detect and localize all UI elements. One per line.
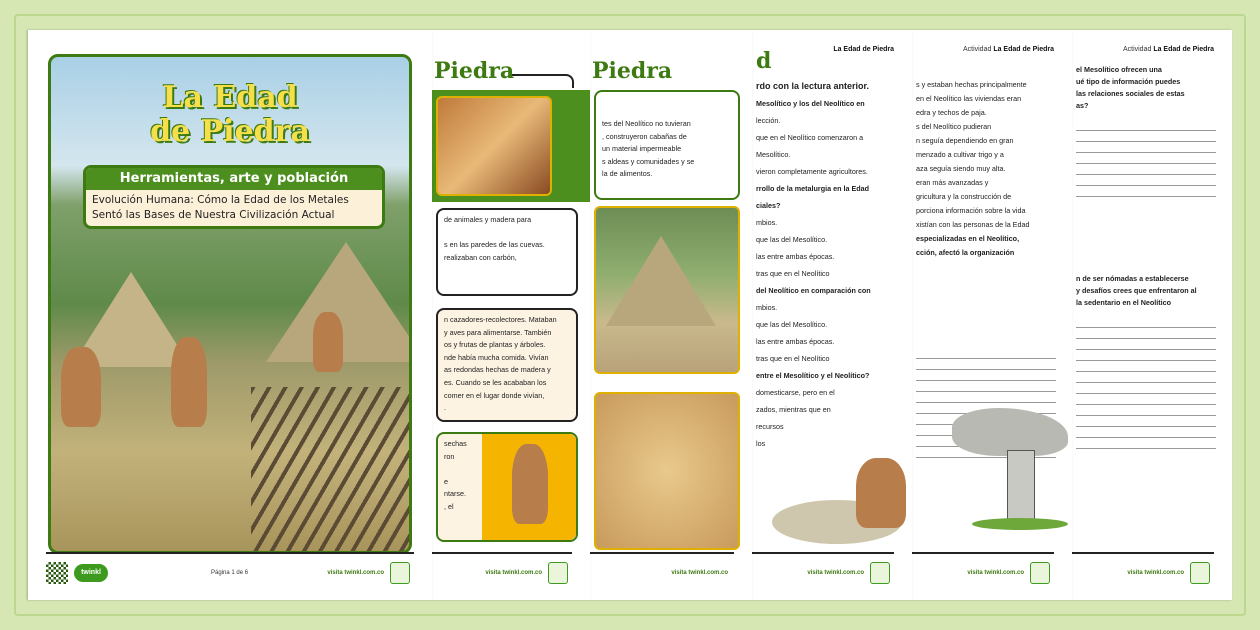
- text-line: xistían con las personas de la Edad: [916, 220, 1030, 229]
- page-header: [833, 46, 894, 53]
- firemaking-image: [482, 434, 576, 540]
- text-line: rrollo de la metalurgia en la Edad: [756, 184, 870, 193]
- answer-line[interactable]: [1076, 438, 1216, 449]
- answer-line[interactable]: [1076, 361, 1216, 372]
- visit-link[interactable]: visita twinkl.com.co: [671, 570, 728, 576]
- text-line: ntarse.: [444, 489, 466, 499]
- page-header: [963, 46, 1054, 53]
- text-line: y desafíos crees que enfrentaron al: [1076, 286, 1197, 295]
- visit-link[interactable]: visita twinkl.com.co: [327, 570, 384, 576]
- text-line: [444, 227, 570, 240]
- footer: [912, 552, 1054, 600]
- answer-line[interactable]: [916, 392, 1056, 403]
- badge-icon: [390, 562, 410, 584]
- footer: [1072, 552, 1214, 600]
- text-line: de animales y madera para: [444, 215, 532, 224]
- text-line: as redondas hechas de madera y: [444, 365, 551, 375]
- text-line: eran más avanzadas y: [916, 178, 989, 187]
- badge-icon: [1030, 562, 1050, 584]
- text-line: es. Cuando se les acababan los: [444, 377, 547, 387]
- text-line: s aldeas y comunidades y se: [602, 156, 695, 166]
- text-line: nde había mucha comida. Vivían: [444, 352, 549, 362]
- text-line: mbios.: [756, 303, 778, 312]
- answer-line[interactable]: [1076, 186, 1216, 197]
- answer-line[interactable]: [1076, 394, 1216, 405]
- text-line: n cazadores-recolectores. Mataban: [444, 315, 557, 324]
- hunter-figure: [171, 337, 207, 427]
- header-prefix: Actividad: [1122, 46, 1152, 53]
- page-heading: Piedra: [592, 58, 673, 84]
- fence-illustration: [251, 387, 411, 554]
- text-line: Mesolítico y los del Neolítico en: [756, 99, 865, 108]
- answer-line[interactable]: [1076, 350, 1216, 361]
- page-5: [912, 30, 1072, 600]
- subtitle-box: [83, 165, 385, 229]
- answer-line[interactable]: [916, 348, 1056, 359]
- text-line: zados, mientras que en: [756, 405, 831, 414]
- text-line: los: [756, 439, 766, 448]
- text-line: del Neolítico en comparación con: [756, 286, 871, 295]
- text-line: la de alimentos.: [602, 169, 653, 179]
- answer-list: [916, 78, 1029, 260]
- text-line: os y frutas de plantas y árboles.: [444, 340, 546, 350]
- text-line: , construyeron cabañas de: [602, 131, 687, 141]
- text-line: lección.: [756, 116, 781, 125]
- text-line: aza seguía siendo muy alta.: [916, 164, 1006, 173]
- page-number: Página 1 de 6: [211, 570, 249, 576]
- text-line: as?: [1076, 101, 1089, 110]
- answer-line[interactable]: [1076, 153, 1216, 164]
- page-3: [590, 30, 752, 600]
- text-line: las relaciones sociales de estas: [1076, 89, 1185, 98]
- text-line: un material impermeable: [602, 144, 682, 154]
- text-line: sechas: [444, 439, 467, 448]
- grass: [972, 518, 1068, 530]
- text-line: s en las paredes de las cuevas.: [444, 240, 545, 250]
- text-line: las entre ambas épocas.: [756, 337, 835, 346]
- answer-line[interactable]: [1076, 164, 1216, 175]
- text-line: domesticarse, pero en el: [756, 388, 835, 397]
- badge-icon: [870, 562, 890, 584]
- text-line: n de ser nómadas a establecerse: [1076, 274, 1189, 283]
- answer-lines[interactable]: [1076, 120, 1216, 197]
- answer-line[interactable]: [1076, 175, 1216, 186]
- text-line: que las del Mesolítico.: [756, 320, 828, 329]
- answer-line[interactable]: [1076, 328, 1216, 339]
- text-line: ué tipo de información puedes: [1076, 77, 1181, 86]
- subtitle: Herramientas, arte y población: [86, 168, 382, 190]
- question-list: [756, 78, 871, 452]
- answer-line[interactable]: [1076, 339, 1216, 350]
- header-prefix: Actividad: [962, 46, 992, 53]
- answer-line[interactable]: [1076, 405, 1216, 416]
- twinkl-logo: twinkl: [74, 564, 108, 582]
- sitting-figure: [313, 312, 343, 372]
- answer-line[interactable]: [916, 381, 1056, 392]
- text-line: cción, afectó la organización: [916, 248, 1015, 257]
- description: Evolución Humana: Cómo la Edad de los Metales Sentó las Bases de Nuestra Civilización Actual: [92, 194, 349, 221]
- text-line: gricultura y la construcción de: [916, 192, 1012, 201]
- text-line: y aves para alimentarse. También: [444, 327, 552, 337]
- text-line: ciales?: [756, 201, 781, 210]
- header-title: La Edad de Piedra: [833, 46, 894, 53]
- qr-code-icon: [46, 562, 68, 584]
- cave-painting-image: [436, 96, 552, 196]
- text-line: e: [444, 476, 448, 486]
- cover-title: [51, 81, 409, 149]
- text-line: rdo con la lectura anterior.: [756, 81, 870, 91]
- text-line: la sedentario en el Neolítico: [1076, 298, 1172, 307]
- answer-line[interactable]: [1076, 416, 1216, 427]
- question-2: [1076, 273, 1197, 309]
- text-line: edra y techos de paja.: [916, 108, 987, 117]
- text-line: especializadas en el Neolítico,: [916, 234, 1020, 243]
- answer-line[interactable]: [1076, 142, 1216, 153]
- text-line: mbios.: [756, 218, 778, 227]
- answer-lines[interactable]: [1076, 317, 1216, 449]
- visit-link[interactable]: visita twinkl.com.co: [967, 570, 1024, 576]
- text-line: realizaban con carbón,: [444, 252, 517, 262]
- text-line: el Mesolítico ofrecen una: [1076, 65, 1162, 74]
- page-header: [1123, 46, 1214, 53]
- text-line: ron: [444, 451, 455, 461]
- text-line: en el Neolítico las viviendas eran: [916, 94, 1022, 103]
- text-line: porciona información sobre la vida: [916, 206, 1026, 215]
- text-line: entre el Mesolítico y el Neolítico?: [756, 371, 870, 380]
- village-image: [594, 206, 740, 374]
- text-box: [436, 208, 578, 296]
- header-title: La Edad de Piedra: [993, 46, 1054, 53]
- page-heading: d: [756, 48, 772, 74]
- badge-icon: [548, 562, 568, 584]
- question-1: [1076, 64, 1185, 112]
- cover-page: [28, 30, 432, 600]
- text-box: [436, 308, 578, 422]
- title-line-1: La Edad: [162, 80, 298, 115]
- text-line: [444, 463, 476, 476]
- answer-line[interactable]: [1076, 120, 1216, 131]
- dolmen-stone: [1007, 450, 1035, 522]
- text-line: tes del Neolítico no tuvieran: [602, 119, 691, 128]
- footer: [590, 552, 734, 600]
- answer-line[interactable]: [916, 370, 1056, 381]
- answer-line[interactable]: [1076, 317, 1216, 328]
- title-line-2: de Piedra: [150, 114, 310, 149]
- text-line: tras que en el Neolítico: [756, 354, 830, 363]
- figure: [512, 444, 548, 524]
- text-line: .: [444, 403, 446, 413]
- hut-illustration: [606, 236, 716, 326]
- header-title: La Edad de Piedra: [1153, 46, 1214, 53]
- text-line: n seguía dependiendo en gran: [916, 136, 1014, 145]
- text-line: s y estaban hechas principalmente: [916, 80, 1027, 89]
- text-line: menzado a cultivar trigo y a: [916, 150, 1004, 159]
- answer-line[interactable]: [1076, 131, 1216, 142]
- text-line: que las del Mesolítico.: [756, 235, 828, 244]
- page-heading: Piedra: [434, 58, 515, 84]
- heading-box: [512, 74, 574, 88]
- text-line: comer en el lugar donde vivían,: [444, 390, 545, 400]
- text-line: que en el Neolítico comenzaron a: [756, 133, 864, 142]
- visit-link[interactable]: visita twinkl.com.co: [1127, 570, 1184, 576]
- text-line: , el: [444, 501, 454, 511]
- text-line: recursos: [756, 422, 784, 431]
- answer-line[interactable]: [916, 359, 1056, 370]
- cave-painting-image: [594, 392, 740, 550]
- text-line: tras que en el Neolítico: [756, 269, 830, 278]
- footer: [46, 552, 414, 600]
- page-2: [432, 30, 590, 600]
- answer-line[interactable]: [1076, 383, 1216, 394]
- answer-line[interactable]: [1076, 372, 1216, 383]
- text-line: las entre ambas épocas.: [756, 252, 835, 261]
- footer: [752, 552, 894, 600]
- hunter-figure: [61, 347, 101, 427]
- badge-icon: [1190, 562, 1210, 584]
- visit-link[interactable]: visita twinkl.com.co: [485, 570, 542, 576]
- page-6: [1072, 30, 1232, 600]
- text-line: s del Neolítico pudieran: [916, 122, 992, 131]
- cover-illustration: [48, 54, 412, 554]
- text-line: vieron completamente agricultores.: [756, 167, 868, 176]
- page-4: [752, 30, 912, 600]
- answer-line[interactable]: [1076, 427, 1216, 438]
- footer: [432, 552, 572, 600]
- text-line: Mesolítico.: [756, 150, 791, 159]
- toolmaker-figure: [856, 458, 906, 528]
- visit-link[interactable]: visita twinkl.com.co: [807, 570, 864, 576]
- text-box: [594, 90, 740, 200]
